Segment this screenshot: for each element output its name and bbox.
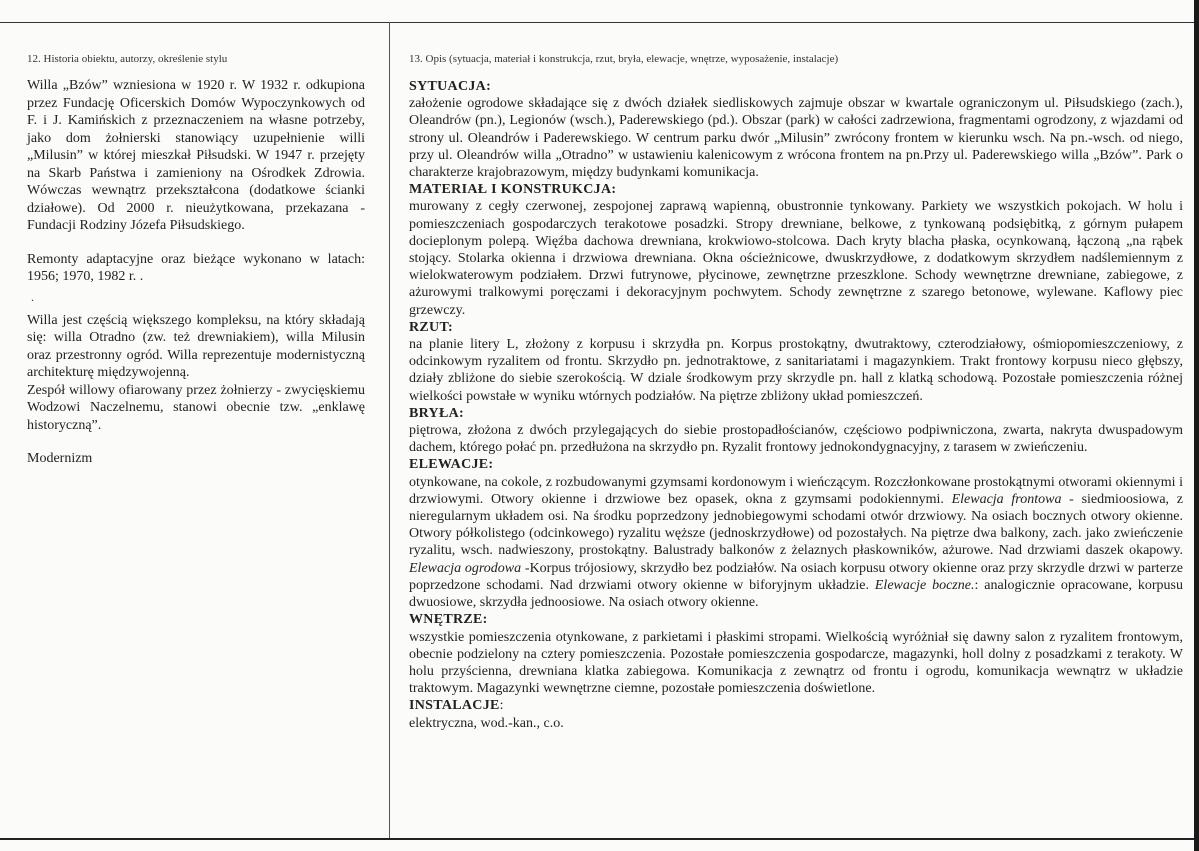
elewacje-heading: ELEWACJE: <box>409 457 494 473</box>
instalacje-text: elektryczna, wod.-kan., c.o. <box>409 715 564 731</box>
right-edge <box>1194 0 1199 851</box>
bryla-heading: BRYŁA: <box>409 405 464 421</box>
instalacje-heading-label: INSTALACJE <box>409 698 500 714</box>
section-13-header: 13. Opis (sytuacja, materiał i konstrukcja, rzut, bryła, elewacje, wnętrze, wyposażenie, instalacje) <box>409 53 839 65</box>
top-rule <box>0 22 1199 23</box>
elewacje-boczne-label: Elewacje boczne. <box>874 577 975 593</box>
bryla-text: piętrowa, złożona z dwóch przylegających do siebie prostopadłościanów, częściowo podpiwniczona, zwarta, nakryta dwuspadowym dachem, którego połać pn. przedłużona na skrzydło pn. Ryzalit frontowy jednokondygnacyjny, z tarasem w zwieńczeniu. <box>409 423 1183 456</box>
sytuacja-text: założenie ogrodowe składające się z dwóch działek siedliskowych zajmuje obszar w kwartale ograniczonym ul. Piłsudskiego (zach.), Oleandrów (pn.), Legionów (wsch.), Paderewskiego (pd.). Obszar (park) w całości zadrzewiona, fragmentami ogrodzony, z wjazdami od strony ul. Oleandrów i Paderewskiego. W centrum parku dwór „Milusin” zwrócony frontem w kierunku wsch. Na pn.-wsch. od niego, przy ul. Oleandrów willa „Otradno” w ustawieniu kalenicowym z wrócona frontem na pn.Przy ul. Paderewskiego willa „Bzów”. Park o charakterze krajobrazowym, między budynkami komunikacja. <box>409 96 1183 181</box>
history-column <box>27 77 365 484</box>
wnetrze-text: wszystkie pomieszczenia otynkowane, z parkietami i płaskimi stropami. Wielkością wyróżniał się dawny salon z ryzalitem frontowym, obecnie podzielony na cztery pomieszczenia. Pozostałe pomieszczenia gospodarcze, magazynki, holl dolny z posadzkami z terakoty. W holu przyścienna, drewniana klatka zabiegowa. Komunikacja z zewnątrz od frontu i ogrodu, komunikacja wewnątrz w układzie traktowym. Magazynki wewnętrzne ciemne, pozostałe pomieszczenia doświetlone. <box>409 629 1183 697</box>
description-column <box>409 78 1183 732</box>
column-divider <box>389 22 390 838</box>
instalacje-heading <box>409 697 1183 714</box>
wnetrze-heading: WNĘTRZE: <box>409 612 488 628</box>
stray-dot: . <box>31 289 34 304</box>
elewacje-text-a: otynkowane, na cokole, z rozbudowanymi gzymsami kordonowym i wieńczącym. Rozczłonkowane prostokątnymi otworami okiennymi i drzwiowymi. Otwory okienne i drzwiowe bez opasek, okna z gzymsami podokiennymi. <box>409 474 1183 507</box>
renovations-paragraph: Remonty adaptacyjne oraz bieżące wykonano w latach: 1956; 1970, 1982 r. . <box>27 251 365 284</box>
style-label: Modernizm <box>27 451 93 466</box>
section-12-header: 12. Historia obiektu, autorzy, określenie stylu <box>27 53 228 65</box>
sytuacja-heading: SYTUACJA: <box>409 79 492 94</box>
instalacje-colon: : <box>499 698 504 714</box>
rzut-heading: RZUT: <box>409 319 454 335</box>
material-text: murowany z cegły czerwonej, zespojonej zaprawą wapienną, obustronnie tynkowany. Parkiety we wszystkich pokojach. W holu i pomieszczeniach gospodarczych terakotowe posadzki. Stropy drewniane, belkowe, z tynkowaną podsiębitką, z górnym pułapem docieplonym polepą. Więźba dachowa drewniana, krokwiowo-stolcowa. Dach kryty blacha płaska, ocynkowaną, łączoną „na rąbek stojący. Stolarka okienna i drzwiowa drewniana. Okna ościeżnicowe, dwuskrzydłowe, z dodatkowym skrzydłem nadślemiennym z wielokwaterowym podziałem. Drzwi futrynowe, płycinowe, zewnętrzne przeszklone. Schody wewnętrzne drewniane, zabiegowe, z ażurowymi tralkowymi poręczami i dekoracyjnym pochwytem. Schody zewnętrzne z szarego betonowe, wylewane. Kaflowy piec grzewczy. <box>409 199 1183 318</box>
enclave-paragraph: Zespół willowy ofiarowany przez żołnierzy - zwycięskiemu Wodzowi Naczelnemu, stanowi obecnie tzw. „enklawę historyczną”. <box>27 382 365 433</box>
elewacja-ogrodowa-label: Elewacja ogrodowa <box>409 560 522 576</box>
elewacje-text-c: - siedmioosiowa, z nieregularnym układem osi. Na środku poprzedzony jednobiegowymi schodami otwór drzwiowy. Na osiach bocznych otwory okienne. Otwory półkolistego (odcinkowego) ryzalitu węższe (jednoskrzydłowe) od pozostałych. Na piętrze dwa balkony, zach. jako zwieńczenie ryzalitu, wsch. nadwieszony, prostokątny. Balustrady balkonów z żelaznych płaskowników, ażurowe. Nad drzwiami daszek okapowy. <box>409 491 1183 559</box>
elewacje-text-g: : analogicznie opracowane, korpusu dwuosiowe, skrzydła jednoosiowe. Na osiach otwory okienne. <box>409 577 1183 611</box>
history-paragraph: Willa „Bzów” wzniesiona w 1920 r. W 1932 r. odkupiona przez Fundację Oficerskich Domów Wypoczynkowych od F. i J. Kamińskich z przeznaczeniem na własne potrzeby, jako dom żołnierski stanowiący uzupełnienie willi „Milusin” w której mieszkał Piłsudski. W 1947 r. przejęty na Skarb Państwa i zamieniony na Ośrodkek Zdrowia. Wówczas wewnątrz przekształcona (dodatkowe ścianki działowe). Od 2000 r. nieużytkowana, przekazana - Fundacji Rodziny Józefa Piłsudskiego. <box>27 78 365 233</box>
elewacja-frontowa-label: Elewacja frontowa <box>951 491 1062 507</box>
complex-paragraph: Willa jest częścią większego kompleksu, na który składają się: willa Otradno (zw. też drewniakiem), willa Milusin oraz przestronny ogród. Willa reprezentuje modernistyczną architekturę międzywojenną. <box>27 312 365 380</box>
bottom-rule <box>0 838 1199 840</box>
elewacje-text <box>409 474 1183 612</box>
material-heading: MATERIAŁ I KONSTRUKCJA: <box>409 182 617 198</box>
rzut-text: na planie litery L, złożony z korpusu i skrzydła pn. Korpus prostokątny, dwutraktowy, czterodziałowy, ośmiopomieszczeniowy, z odcinkowym ryzalitem od frontu. Skrzydło pn. jednotraktowe, z sanitariatami i magazynkiem. Trakt frontowy korpusu nieco głębszy, działy zbliżone do siebie szerokością. W dziale środkowym przy skrzydle pn. hall z klatką schodową. Pozostałe pomieszczenia różnej wielkości powstałe w wyniku wtórnych podziałów. Na piętrze zbliżony układ pomieszczeń. <box>409 337 1183 404</box>
elewacje-text-e: -Korpus trójosiowy, skrzydło bez podziałów. Na osiach korpusu otwory okienne oraz przy skrzydle drzwi w parterze poprzedzone schodami. Nad drzwiami otwory okienne w biforyjnym układzie. <box>409 560 1183 593</box>
